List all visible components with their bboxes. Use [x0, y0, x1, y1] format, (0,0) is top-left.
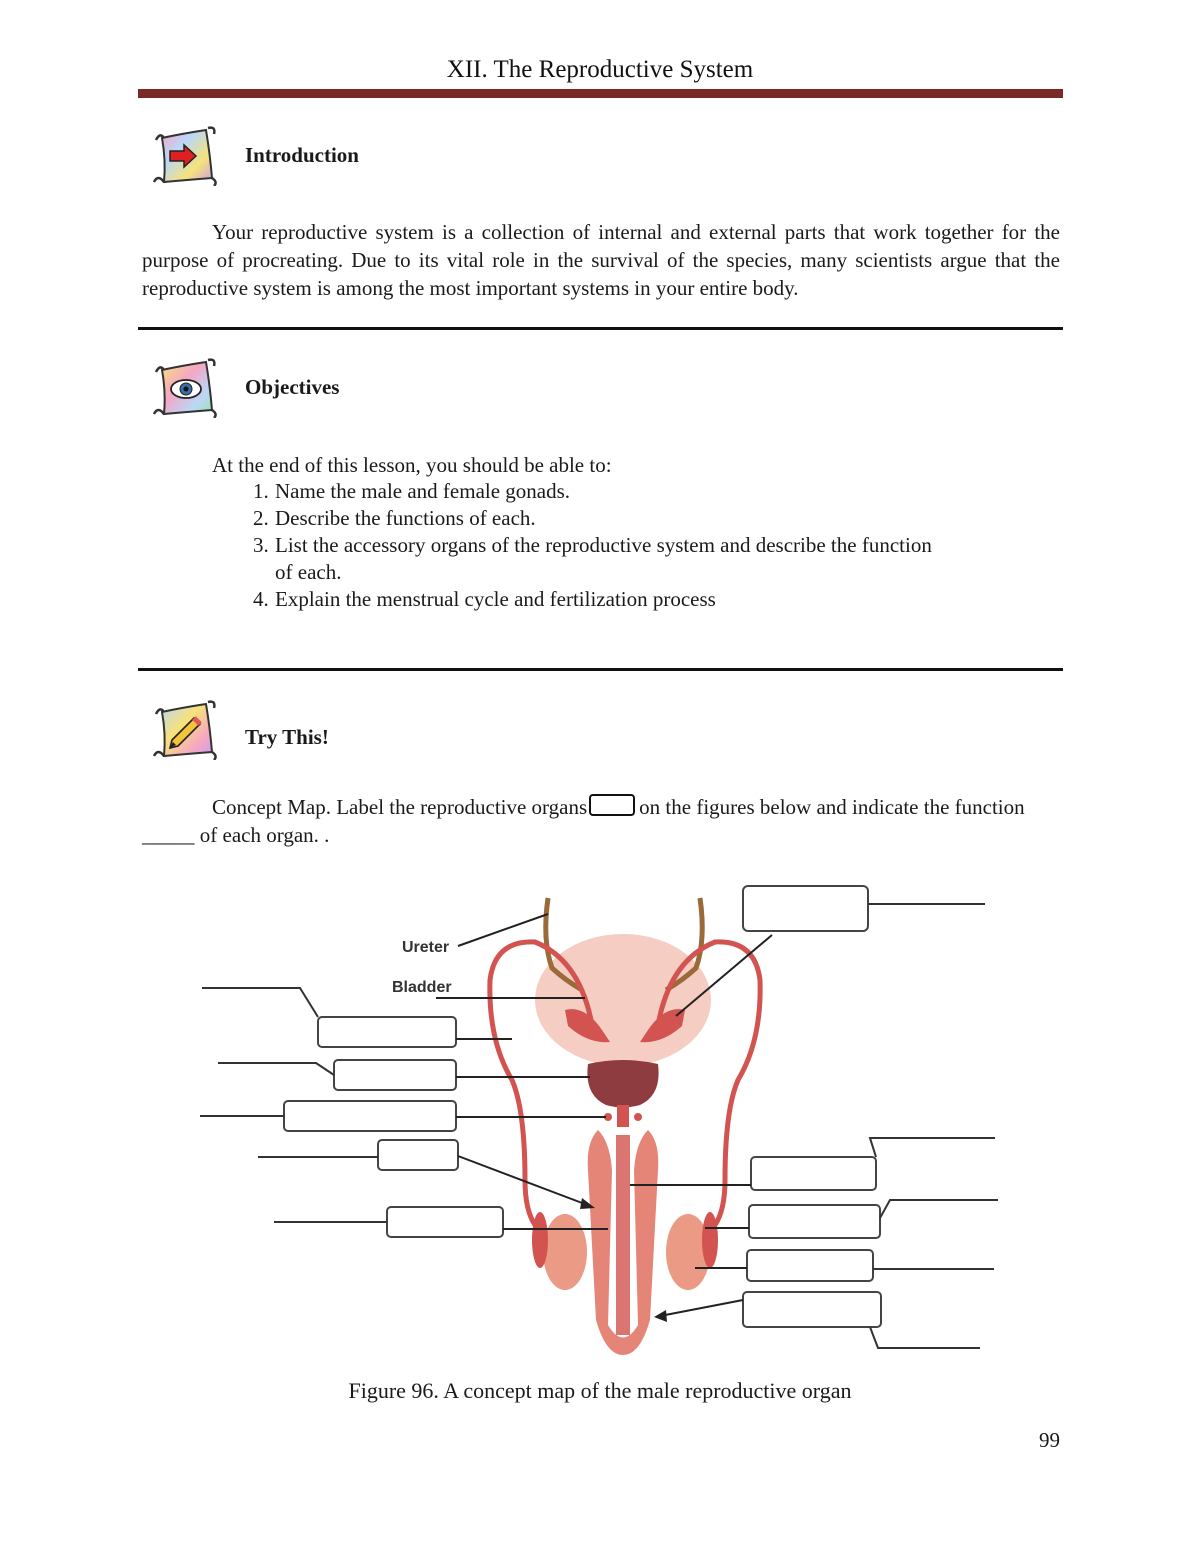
- section-divider: [138, 327, 1063, 330]
- try-this-heading: Try This!: [245, 725, 329, 749]
- blank-label-box: [747, 1250, 873, 1281]
- instruction-text-part1: Concept Map. Label the reproductive organs: [212, 795, 588, 819]
- bladder-label: Bladder: [392, 979, 452, 996]
- objectives-lead: At the end of this lesson, you should be able to:: [212, 453, 612, 477]
- list-item: [253, 532, 953, 586]
- label-box-sample: [589, 794, 635, 816]
- list-item: [253, 586, 953, 613]
- list-item-text: Describe the functions of each.: [275, 506, 536, 530]
- blank-label-box: [284, 1101, 456, 1131]
- list-item-number: 1.: [253, 479, 269, 503]
- blank-label-box: [387, 1207, 503, 1237]
- list-item-text: Name the male and female gonads.: [275, 479, 571, 503]
- list-item-text: List the accessory organs of the reproductive system and describe the function of each.: [275, 533, 932, 584]
- epididymis-left: [532, 1212, 548, 1268]
- epididymis-right: [702, 1212, 718, 1268]
- list-item-number: 4.: [253, 587, 269, 611]
- blank-label-box: [743, 1292, 881, 1327]
- bladder-shape: [535, 934, 711, 1066]
- box-leader: [660, 1300, 743, 1316]
- red-arrow-scroll-icon: [150, 124, 220, 186]
- try-this-instruction: [142, 793, 1060, 849]
- arrowhead: [654, 1310, 667, 1322]
- list-item: [253, 478, 953, 505]
- testis-left: [543, 1214, 587, 1290]
- urethra-stem: [617, 1105, 629, 1127]
- urethra-shaft: [616, 1135, 630, 1335]
- list-item-number: 3.: [253, 533, 269, 557]
- bulbourethral-gland-right: [634, 1113, 642, 1121]
- page-title: XII. The Reproductive System: [446, 56, 754, 83]
- blank-label-box: [743, 886, 868, 931]
- blank-label-box: [334, 1060, 456, 1090]
- instruction-text-part2: on the figures below and indicate the function _____ of each organ. .: [142, 795, 1025, 847]
- pencil-scroll-icon: [150, 698, 220, 760]
- ureter-label: Ureter: [402, 939, 450, 956]
- answer-line: [880, 1200, 998, 1218]
- male-reproductive-diagram: [190, 880, 1010, 1360]
- list-item-text: Explain the menstrual cycle and fertilization process: [275, 587, 716, 611]
- page-number: 99: [1039, 1428, 1060, 1452]
- prostate-shape: [587, 1060, 658, 1108]
- objectives-heading: Objectives: [245, 375, 340, 399]
- blank-label-box: [751, 1157, 876, 1190]
- blank-label-box: [318, 1017, 456, 1047]
- section-divider: [138, 668, 1063, 671]
- list-item: [253, 505, 953, 532]
- figure-caption: Figure 96. A concept map of the male reproductive organ: [348, 1378, 852, 1403]
- blank-label-box: [749, 1205, 880, 1238]
- vas-deferens-right: [658, 942, 760, 1225]
- list-item-number: 2.: [253, 506, 269, 530]
- eye-scroll-icon: [150, 356, 220, 418]
- objectives-list: [253, 478, 953, 613]
- answer-line: [202, 988, 318, 1017]
- introduction-paragraph: Your reproductive system is a collection of internal and external parts that work together for the purpose of procreating. Due to its vital role in the survival of the species, many scientists argue that the reproductive system is among the most important systems in your entire body.: [142, 220, 1060, 300]
- title-rule: [138, 89, 1063, 98]
- introduction-heading: Introduction: [245, 143, 359, 167]
- answer-line: [870, 1138, 995, 1157]
- answer-line: [218, 1063, 334, 1075]
- answer-line: [870, 1327, 980, 1348]
- blank-label-box: [378, 1140, 458, 1170]
